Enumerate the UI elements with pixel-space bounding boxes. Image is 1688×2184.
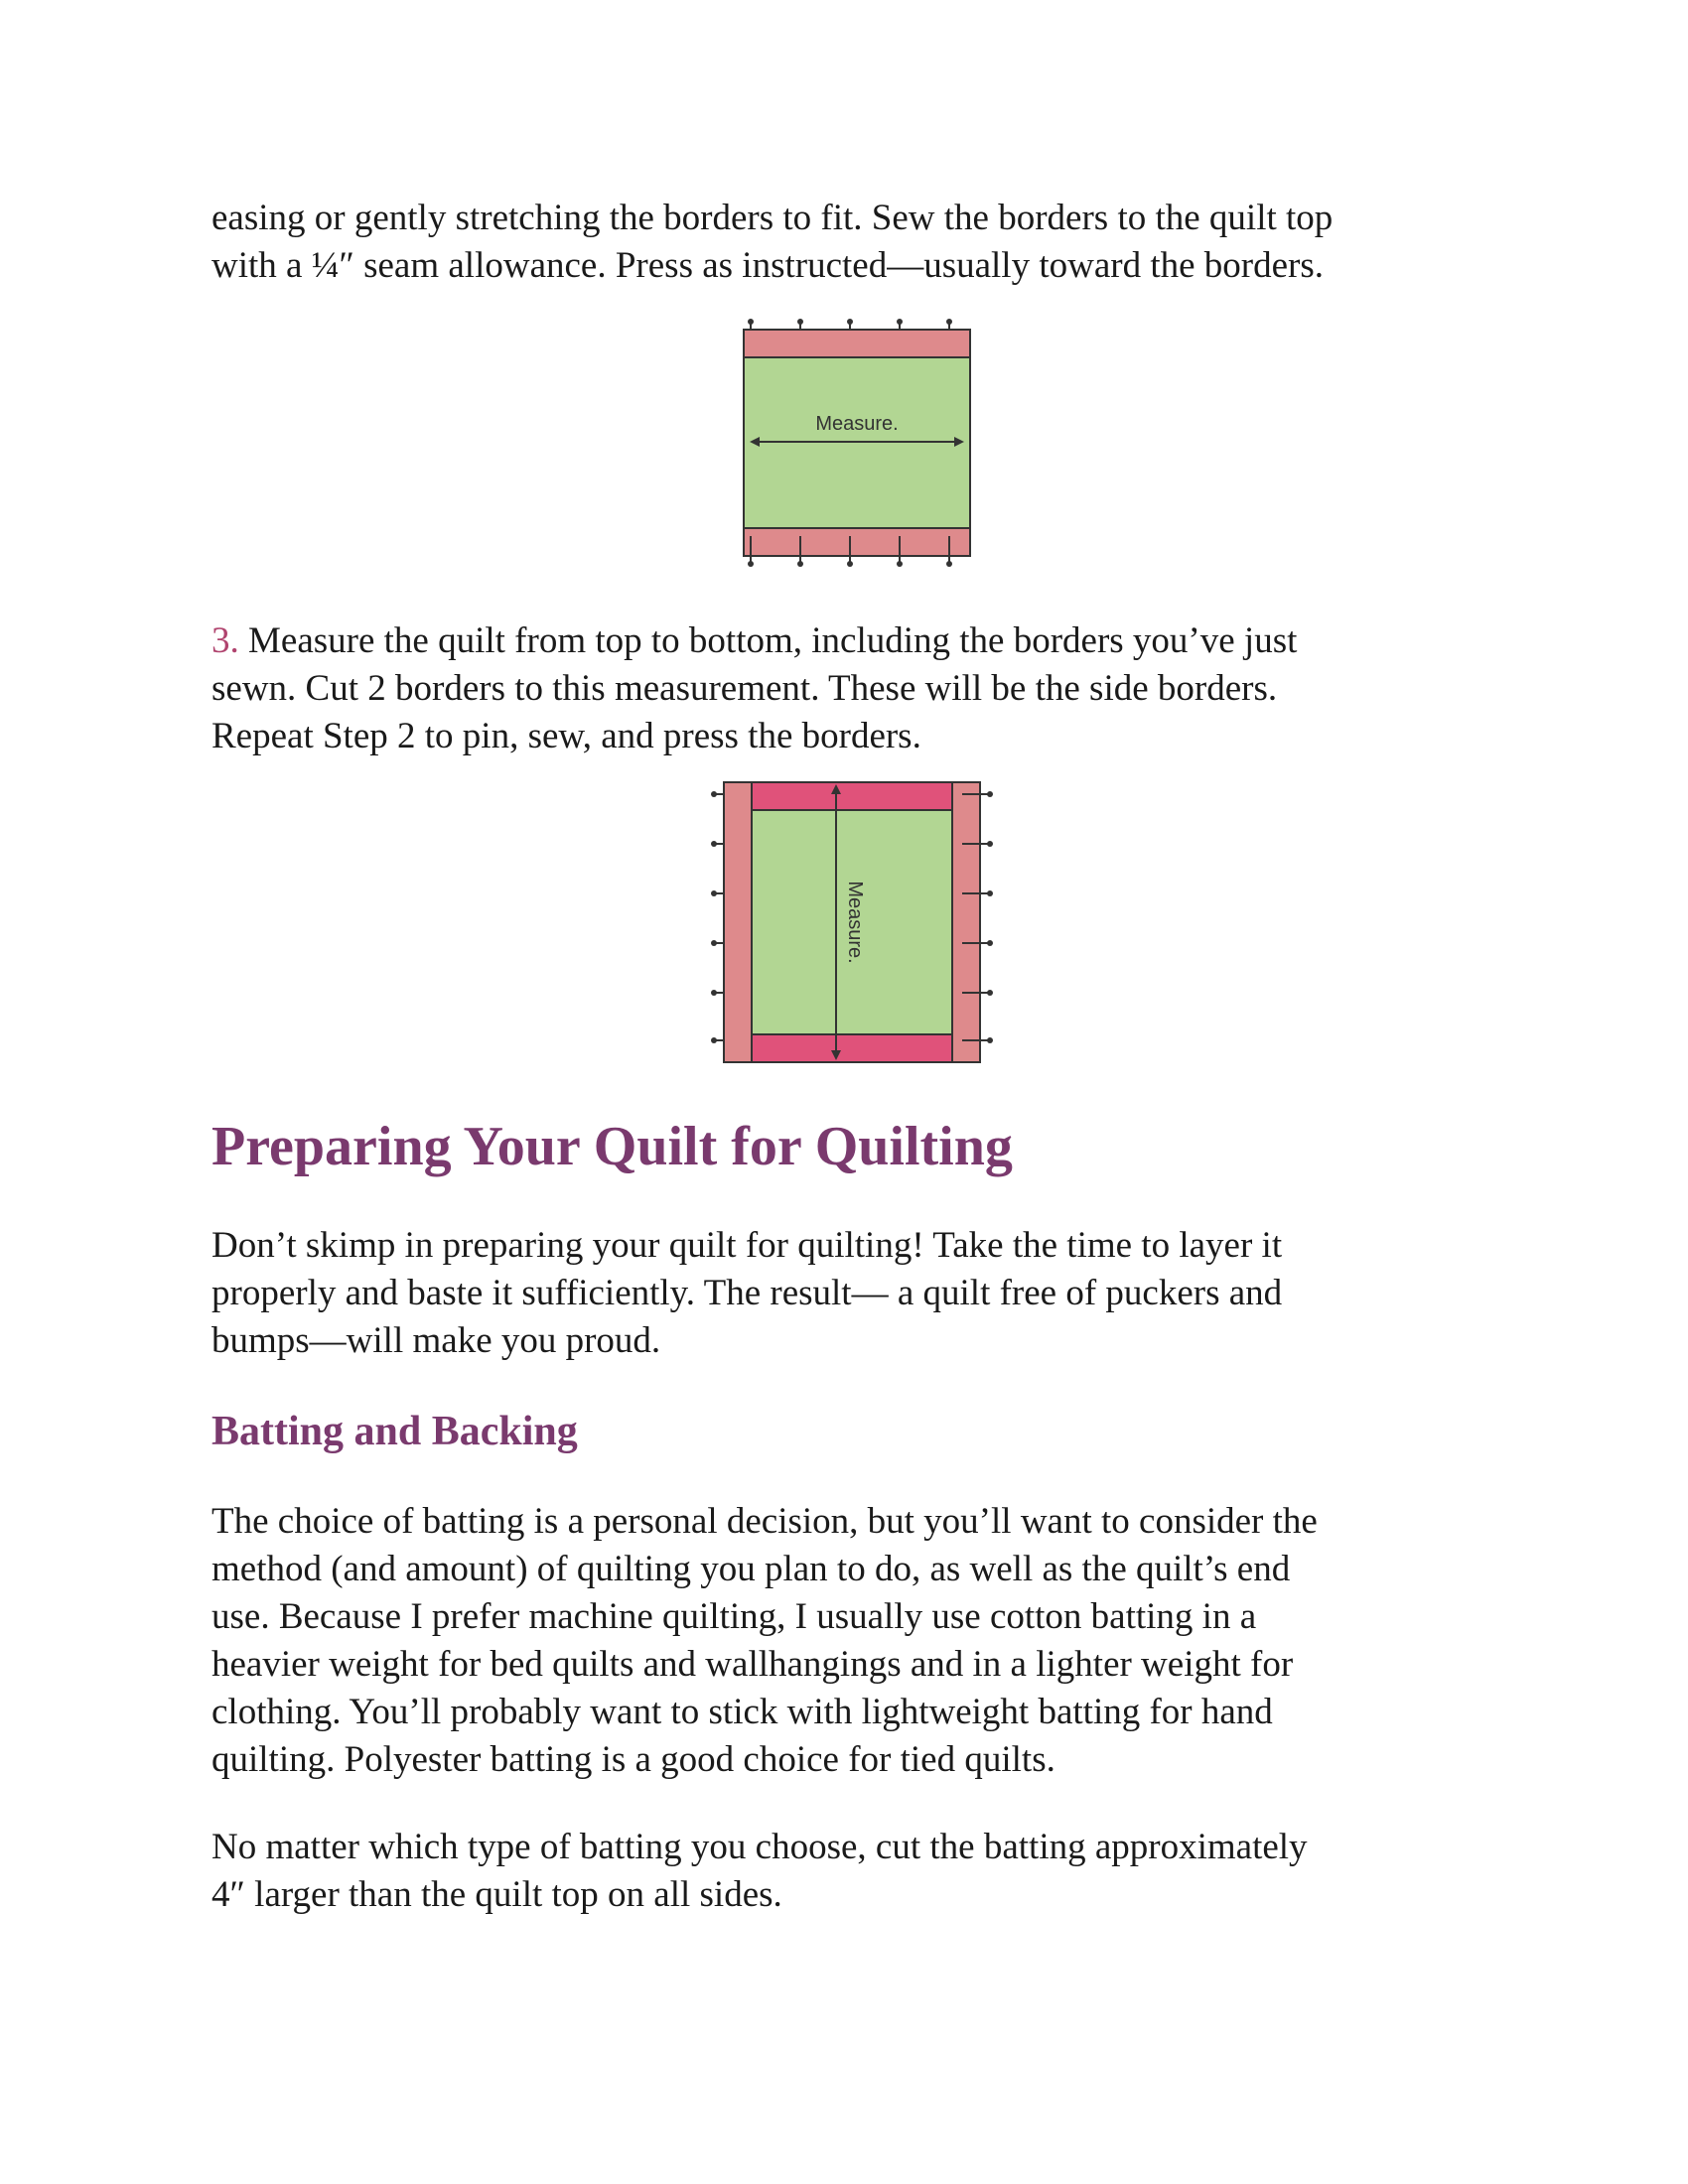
batting-paragraph-1 bbox=[211, 1498, 1502, 1784]
intro-paragraph bbox=[211, 195, 1502, 290]
paragraph-line: No matter which type of batting you choose, cut the batting approximately bbox=[211, 1827, 1308, 1867]
paragraph-line: clothing. You’ll probably want to stick with lightweight batting for hand bbox=[211, 1692, 1273, 1732]
step-line: sewn. Cut 2 borders to this measurement. These will be the side borders. bbox=[211, 668, 1278, 709]
paragraph-line: The choice of batting is a personal decision, but you’ll want to consider the bbox=[211, 1501, 1318, 1542]
measure-label: Measure. bbox=[844, 881, 866, 964]
section-heading: Preparing Your Quilt for Quilting bbox=[211, 1116, 1013, 1177]
intro-line: with a ¼″ seam allowance. Press as instructed—usually toward the borders. bbox=[211, 245, 1324, 286]
step-number: 3. bbox=[211, 620, 239, 661]
top-border bbox=[752, 782, 952, 810]
figure-side-borders bbox=[211, 760, 1502, 1103]
step-3-paragraph bbox=[211, 617, 1502, 760]
bottom-border bbox=[752, 1034, 952, 1062]
paragraph-line: bumps—will make you proud. bbox=[211, 1320, 661, 1361]
top-border bbox=[744, 330, 970, 357]
paragraph-line: use. Because I prefer machine quilting, I usually use cotton batting in a bbox=[211, 1596, 1257, 1637]
paragraph-line: quilting. Polyester batting is a good choice for tied quilts. bbox=[211, 1739, 1055, 1780]
paragraph-line: heavier weight for bed quilts and wallhangings and in a lighter weight for bbox=[211, 1644, 1294, 1685]
paragraph-line: properly and baste it sufficiently. The result— a quilt free of puckers and bbox=[211, 1273, 1283, 1313]
bottom-border bbox=[744, 528, 970, 556]
intro-line: easing or gently stretching the borders to fit. Sew the borders to the quilt top bbox=[211, 198, 1334, 238]
page bbox=[211, 195, 1502, 1919]
left-border bbox=[724, 782, 752, 1062]
paragraph-line: Don’t skimp in preparing your quilt for quilting! Take the time to layer it bbox=[211, 1225, 1283, 1266]
measure-label: Measure. bbox=[815, 413, 899, 435]
paragraph-line: 4″ larger than the quilt top on all sides. bbox=[211, 1874, 782, 1915]
batting-paragraph-2 bbox=[211, 1824, 1502, 1919]
right-border bbox=[952, 782, 980, 1062]
quilt-diagram-2 bbox=[708, 774, 996, 1072]
paragraph-line: method (and amount) of quilting you plan to do, as well as the quilt’s end bbox=[211, 1549, 1291, 1589]
figure-top-bottom-borders bbox=[211, 290, 1502, 578]
subsection-heading: Batting and Backing bbox=[211, 1409, 578, 1454]
step-line: Repeat Step 2 to pin, sew, and press the borders. bbox=[211, 716, 921, 756]
section-intro-paragraph bbox=[211, 1222, 1502, 1365]
quilt-diagram-1 bbox=[728, 314, 976, 572]
step-line: Measure the quilt from top to bottom, including the borders you’ve just bbox=[238, 620, 1298, 661]
